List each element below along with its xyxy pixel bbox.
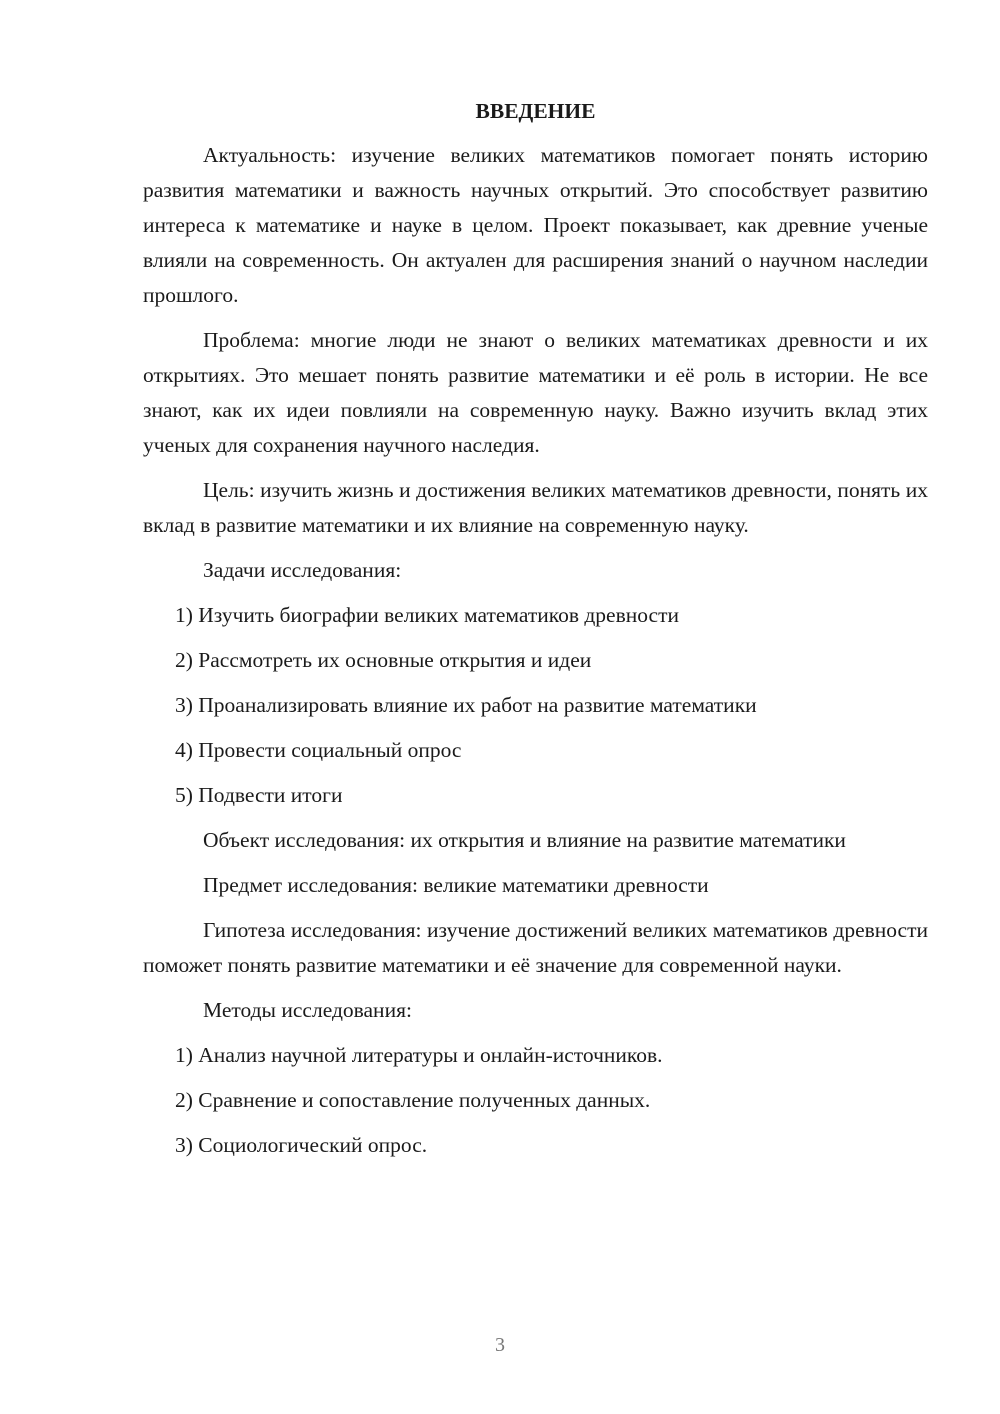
tasks-list	[143, 598, 928, 813]
methods-list	[143, 1038, 928, 1163]
tasks-heading: Задачи исследования:	[203, 558, 402, 582]
subject-paragraph: Предмет исследования: великие математики древности	[203, 873, 709, 897]
page-title: ВВЕДЕНИЕ	[475, 99, 596, 123]
page-number: 3	[495, 1334, 505, 1356]
methods-heading: Методы исследования:	[203, 998, 412, 1022]
list-item: 1) Анализ научной литературы и онлайн-источников.	[175, 1043, 663, 1067]
list-item: 4) Провести социальный опрос	[175, 738, 462, 762]
list-item: 3) Проанализировать влияние их работ на развитие математики	[175, 693, 757, 717]
list-item: 1) Изучить биографии великих математиков древности	[175, 603, 679, 627]
list-item: 3) Социологический опрос.	[175, 1133, 428, 1157]
list-item: 2) Сравнение и сопоставление полученных данных.	[175, 1088, 651, 1112]
hypothesis-paragraph: Гипотеза исследования: изучение достижений великих математиков древности поможет понять развитие математики и её значение для современной науки.	[143, 918, 928, 977]
problem-paragraph: Проблема: многие люди не знают о великих математиках древности и их открытиях. Это мешает понять развитие математики и её роль в истории. Не все знают, как их идеи повлияли на современную науку. Важно изучить вклад этих ученых для сохранения научного наследия.	[143, 328, 928, 457]
relevance-paragraph: Актуальность: изучение великих математиков помогает понять историю развития математики и важность научных открытий. Это способствует развитию интереса к математике и науке в целом. Проект показывает, как древние ученые влияли на современность. Он актуален для расширения знаний о научном наследии прошлого.	[143, 143, 928, 307]
list-item: 5) Подвести итоги	[175, 783, 343, 807]
object-paragraph: Объект исследования: их открытия и влияние на развитие математики	[203, 828, 846, 852]
document-page	[143, 96, 928, 1173]
list-item: 2) Рассмотреть их основные открытия и идеи	[175, 648, 592, 672]
goal-paragraph: Цель: изучить жизнь и достижения великих математиков древности, понять их вклад в развитие математики и их влияние на современную науку.	[143, 478, 928, 537]
